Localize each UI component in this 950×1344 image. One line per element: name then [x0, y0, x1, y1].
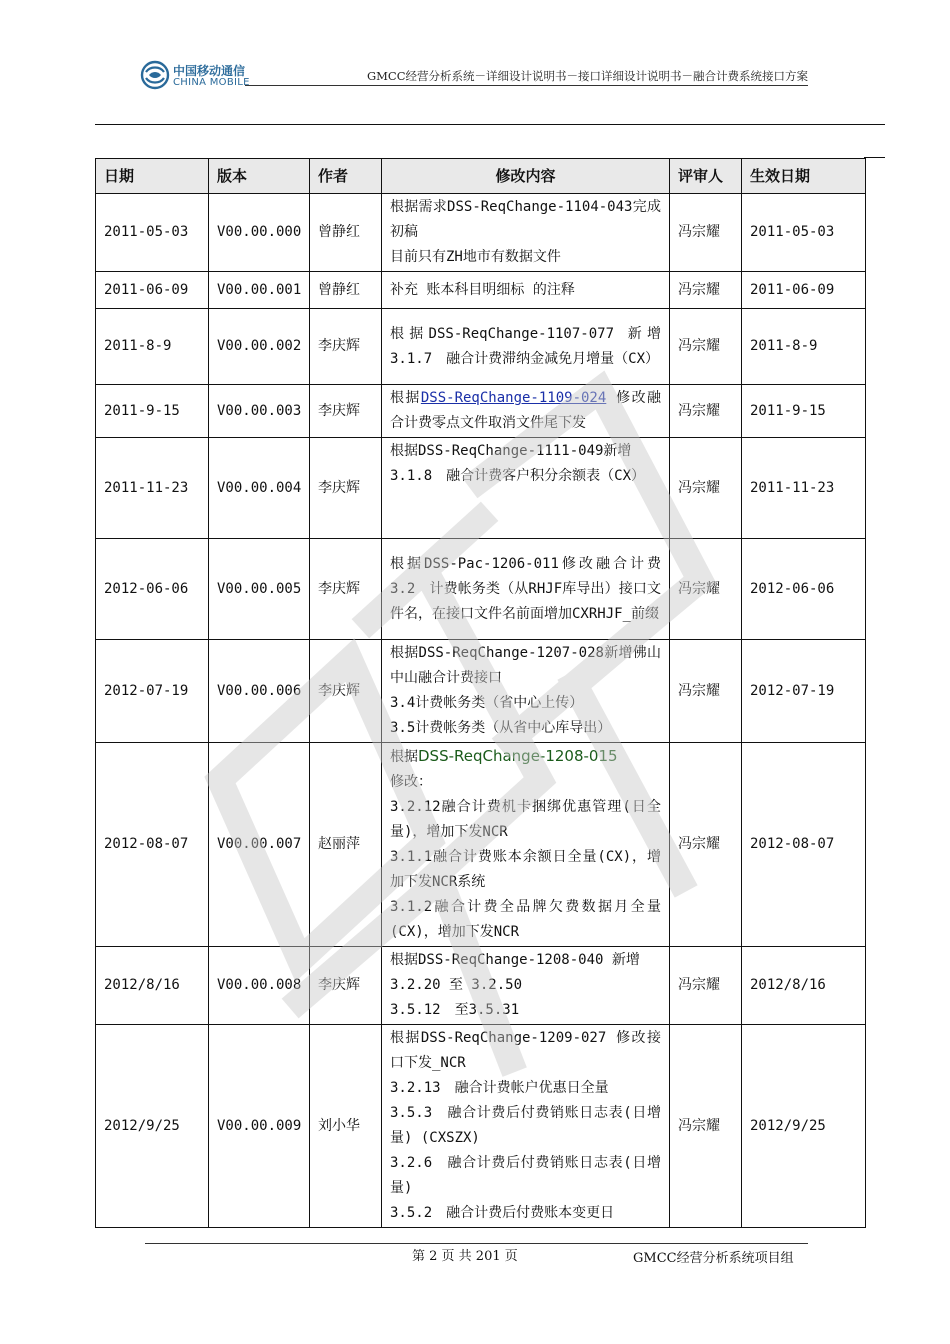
column-header-version: 版本	[209, 159, 310, 194]
column-header-date: 日期	[96, 159, 209, 194]
content-line: 修改：	[390, 774, 432, 790]
effective-date-cell: 2012-07-19	[742, 640, 866, 743]
content-prefix: 根据	[390, 749, 418, 765]
content-line: 3.1.1融合计费账本余额日全量(CX)，增加下发NCR系统	[390, 849, 661, 890]
logo-text-cn: 中国移动通信	[173, 64, 246, 78]
content-cell	[382, 640, 670, 743]
reviewer-cell: 冯宗耀	[670, 194, 742, 272]
reviewer-cell: 冯宗耀	[670, 309, 742, 385]
content-line: 根据DSS-ReqChange-1209-027 修改接口下发_NCR	[390, 1030, 661, 1071]
table-row	[96, 743, 866, 947]
effective-date-cell: 2011-05-03	[742, 194, 866, 272]
china-mobile-logo-icon	[140, 60, 170, 90]
content-line: 3.5.12 至3.5.31	[390, 1002, 520, 1018]
revision-history-table	[95, 158, 866, 1228]
content-cell	[382, 194, 670, 272]
reviewer-cell: 冯宗耀	[670, 743, 742, 947]
reviewer-cell: 冯宗耀	[670, 438, 742, 539]
table-edge-rule	[864, 157, 885, 158]
content-line: 3.4计费帐务类（省中心上传）	[390, 695, 584, 711]
content-line	[390, 386, 661, 436]
effective-date-cell: 2011-11-23	[742, 438, 866, 539]
author-cell: 李庆辉	[310, 640, 382, 743]
content-line: 3.2.6 融合计费后付费销账日志表(日增量)	[390, 1155, 661, 1196]
page-number: 第 2 页 共 201 页	[412, 1249, 518, 1264]
table-row	[96, 947, 866, 1025]
page-header	[0, 0, 950, 130]
reviewer-cell: 冯宗耀	[670, 385, 742, 438]
effective-date-cell: 2012/8/16	[742, 947, 866, 1025]
table-row	[96, 438, 866, 539]
version-cell: V00.00.007	[209, 743, 310, 947]
content-cell	[382, 309, 670, 385]
date-cell: 2012-07-19	[96, 640, 209, 743]
author-cell: 刘小华	[310, 1025, 382, 1228]
table-header-row	[96, 159, 866, 194]
effective-date-cell: 2012/9/25	[742, 1025, 866, 1228]
date-cell: 2012/8/16	[96, 947, 209, 1025]
content-line: 目前只有ZH地市有数据文件	[390, 249, 561, 265]
content-line: 3.5.2 融合计费后付费账本变更日	[390, 1205, 615, 1221]
content-line: 根据DSS-ReqChange-1208-040 新增	[390, 952, 640, 968]
table-row	[96, 194, 866, 272]
content-line	[390, 744, 661, 770]
content-line: 根据需求DSS-ReqChange-1104-043完成初稿	[390, 199, 661, 240]
reviewer-cell: 冯宗耀	[670, 1025, 742, 1228]
author-cell: 曾静红	[310, 194, 382, 272]
table-row	[96, 272, 866, 309]
effective-date-cell: 2011-9-15	[742, 385, 866, 438]
version-cell: V00.00.006	[209, 640, 310, 743]
content-line: 补充 账本科目明细标 的注释	[390, 281, 575, 298]
version-cell: V00.00.001	[209, 272, 310, 309]
table-row	[96, 539, 866, 640]
author-cell: 李庆辉	[310, 309, 382, 385]
effective-date-cell: 2011-8-9	[742, 309, 866, 385]
content-line: 根据DSS-Pac-1206-011修改融合计费3.2 计费帐务类（从RHJF库导出）接口文件名，在接口文件名前面增加CXRHJF_前缀	[390, 555, 661, 622]
top-divider	[95, 124, 885, 125]
date-cell: 2011-05-03	[96, 194, 209, 272]
content-line: 3.2.13 融合计费帐户优惠日全量	[390, 1080, 609, 1096]
content-line: 根据DSS-ReqChange-1107-077 新增3.1.7 融合计费滞纳金减免月增量（CX）	[390, 325, 661, 367]
content-line: 根据DSS-ReqChange-1111-049新增	[390, 443, 632, 459]
china-mobile-logo	[140, 58, 250, 94]
column-header-author: 作者	[310, 159, 382, 194]
version-cell: V00.00.000	[209, 194, 310, 272]
author-cell: 赵丽萍	[310, 743, 382, 947]
version-cell: V00.00.004	[209, 438, 310, 539]
content-cell	[382, 1025, 670, 1228]
footer-rule	[145, 1243, 808, 1244]
effective-date-cell: 2011-06-09	[742, 272, 866, 309]
content-cell	[382, 438, 670, 539]
version-cell: V00.00.002	[209, 309, 310, 385]
content-cell	[382, 385, 670, 438]
logo-text-en: CHINA MOBILE	[173, 77, 250, 88]
date-cell: 2011-9-15	[96, 385, 209, 438]
content-prefix: 根据	[390, 390, 421, 406]
version-cell: V00.00.003	[209, 385, 310, 438]
table-row	[96, 309, 866, 385]
author-cell: 李庆辉	[310, 385, 382, 438]
reviewer-cell: 冯宗耀	[670, 272, 742, 309]
reviewer-cell: 冯宗耀	[670, 947, 742, 1025]
date-cell: 2012-08-07	[96, 743, 209, 947]
author-cell: 李庆辉	[310, 947, 382, 1025]
date-cell: 2011-8-9	[96, 309, 209, 385]
table-row	[96, 1025, 866, 1228]
change-request-id: DSS-ReqChange-1208-015	[418, 747, 618, 765]
column-header-content: 修改内容	[382, 159, 670, 194]
content-line: 3.2.12融合计费机卡捆绑优惠管理(日全量)，增加下发NCR	[390, 799, 661, 840]
effective-date-cell: 2012-08-07	[742, 743, 866, 947]
date-cell: 2011-11-23	[96, 438, 209, 539]
column-header-effective-date: 生效日期	[742, 159, 866, 194]
version-cell: V00.00.008	[209, 947, 310, 1025]
content-line: 根据DSS-ReqChange-1207-028新增佛山中山融合计费接口	[390, 645, 661, 686]
reviewer-cell: 冯宗耀	[670, 539, 742, 640]
author-cell: 李庆辉	[310, 438, 382, 539]
version-cell: V00.00.009	[209, 1025, 310, 1228]
footer-organization: GMCC经营分析系统项目组	[633, 1251, 794, 1266]
content-line: 3.1.8 融合计费客户积分余额表（CX）	[390, 468, 646, 484]
author-cell: 曾静红	[310, 272, 382, 309]
table-row	[96, 385, 866, 438]
content-line: 3.1.2融合计费全品牌欠费数据月全量 (CX)，增加下发NCR	[390, 899, 661, 940]
change-request-link[interactable]: DSS-ReqChange-1109-024	[420, 390, 607, 406]
column-header-reviewer: 评审人	[670, 159, 742, 194]
author-cell: 李庆辉	[310, 539, 382, 640]
document-header-title: GMCC经营分析系统－详细设计说明书－接口详细设计说明书－融合计费系统接口方案	[366, 69, 808, 83]
date-cell: 2011-06-09	[96, 272, 209, 309]
content-line: 3.5.3 融合计费后付费销账日志表(日增量) (CXSZX)	[390, 1105, 661, 1146]
table-row	[96, 640, 866, 743]
content-cell	[382, 743, 670, 947]
content-suffix: 修改融合计费零点文件取消文件尾下发	[390, 390, 662, 431]
version-cell: V00.00.005	[209, 539, 310, 640]
content-cell	[382, 539, 670, 640]
effective-date-cell: 2012-06-06	[742, 539, 866, 640]
content-line: 3.2.20 至 3.2.50	[390, 977, 523, 993]
content-line: 3.5计费帐务类（从省中心库导出）	[390, 720, 612, 736]
content-cell	[382, 272, 670, 309]
header-underline	[245, 85, 808, 86]
date-cell: 2012/9/25	[96, 1025, 209, 1228]
reviewer-cell: 冯宗耀	[670, 640, 742, 743]
content-cell	[382, 947, 670, 1025]
date-cell: 2012-06-06	[96, 539, 209, 640]
